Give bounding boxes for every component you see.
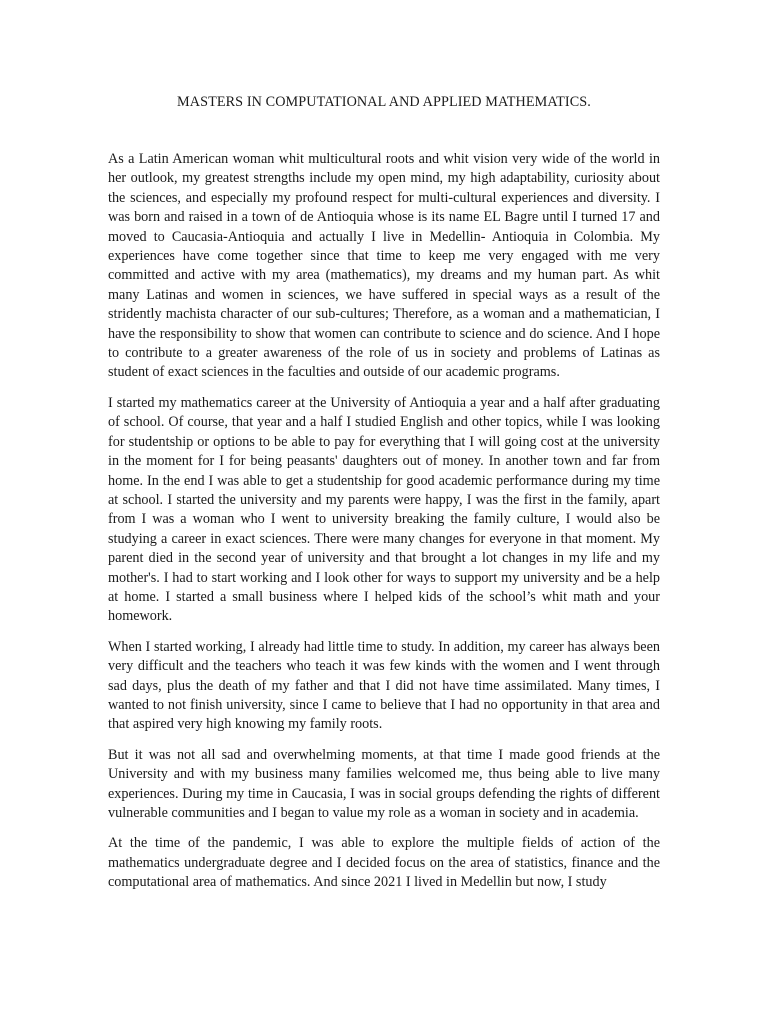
paragraph-4: But it was not all sad and overwhelming moments, at that time I made good friends at the University and with my business many families welcomed me, thus being able to live many experiences. During my time in Caucasia, I was in social groups defending the rights of different vulnerable communities and I began to value my role as a woman in society and in academia.	[108, 746, 660, 821]
paragraph-2: I started my mathematics career at the University of Antioquia a year and a half after graduating of school. Of course, that year and a half I studied English and other topics, while I was looking for studentship or options to be able to pay for everything that I will going cost at the university in the moment for I for being peasants' daughters out of money. In another town and far from home. In the end I was able to get a studentship for good academic performance during my time at school. I started the university and my parents were happy, I was the first in the family, apart from I was a woman who I went to university breaking the family culture, I would also be studying a career in exact sciences. There were many changes for everyone in that moment. My parent died in the second year of university and that brought a lot changes in my life and my mother's. I had to start working and I look other for ways to support my university and be a help at home. I started a small business where I helped kids of the school’s whit math and your homework.	[108, 394, 660, 625]
document-body	[108, 150, 660, 904]
document-title: MASTERS IN COMPUTATIONAL AND APPLIED MATHEMATICS.	[177, 94, 591, 110]
paragraph-5: At the time of the pandemic, I was able to explore the multiple fields of action of the mathematics undergraduate degree and I decided focus on the area of statistics, finance and the computational area of mathematics. And since 2021 I lived in Medellin but now, I study	[108, 835, 660, 891]
paragraph-3: When I started working, I already had little time to study. In addition, my career has always been very difficult and the teachers who teach it was few kinds with the women and I went through sad days, plus the death of my father and that I did not have time assimilated. Many times, I wanted to not finish university, since I came to believe that I had no opportunity in that area and that aspired very high knowing my family roots.	[108, 638, 660, 733]
paragraph-1: As a Latin American woman whit multicultural roots and whit vision very wide of the world in her outlook, my greatest strengths include my open mind, my high adaptability, curiosity about the sciences, and especially my profound respect for multi-cultural experiences and diversity. I was born and raised in a town of de Antioquia whose is its name EL Bagre until I turned 17 and moved to Caucasia-Antioquia and actually I live in Medellin- Antioquia in Colombia. My experiences have come together since that time to keep me very engaged with me very committed and active with my area (mathematics), my dreams and my human part. As whit many Latinas and women in sciences, we have suffered in special ways as a result of the stridently machista character of our sub-cultures; Therefore, as a woman and a mathematician, I have the responsibility to show that women can contribute to science and do science. And I hope to contribute to a greater awareness of the role of us in society and problems of Latinas as student of exact sciences in the faculties and outside of our academic programs.	[108, 151, 660, 381]
